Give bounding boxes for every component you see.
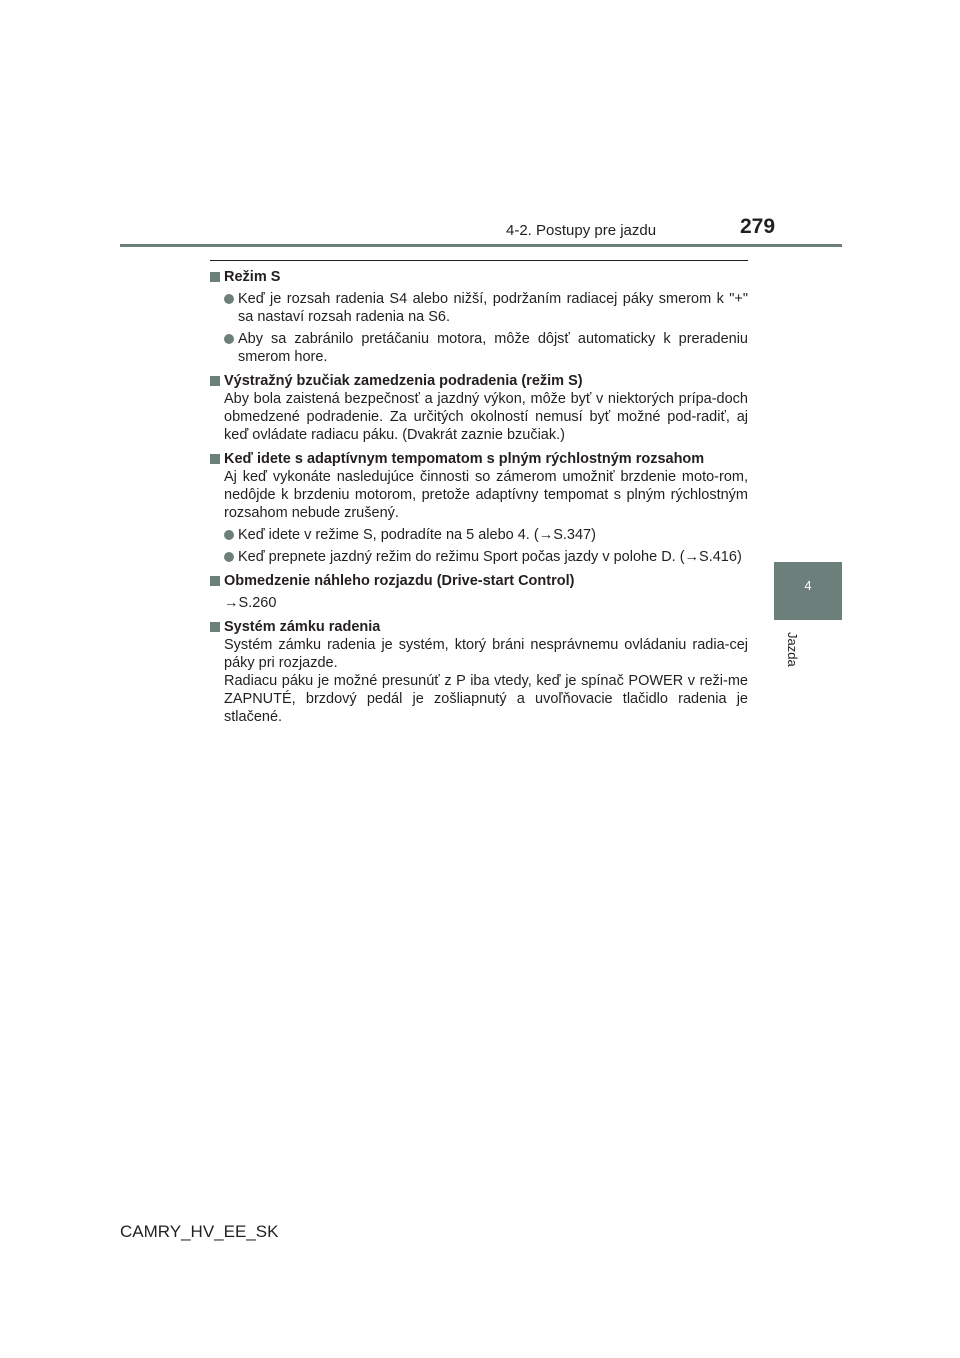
list-item	[210, 526, 748, 544]
paragraph: Aj keď vykonáte nasledujúce činnosti so zámerom umožniť brzdenie moto-rom, nedôjde k brzdeniu motorom, pretože adaptívny tempomat s plným rýchlostným rozsahom nebude zrušený.	[224, 469, 748, 521]
square-bullet-icon	[210, 576, 220, 586]
list-item	[210, 548, 748, 566]
section-rezim-s	[210, 268, 748, 366]
section-title-text: Keď idete s adaptívnym tempomatom s plným rýchlostným rozsahom	[224, 451, 705, 467]
paragraph: Radiacu páku je možné presunúť z P iba vtedy, keď je spínač POWER v reži-me ZAPNUTÉ, brzdový pedál je zošliapnutý a uvoľňovacie tlačidlo radenia je stlačené.	[224, 673, 748, 725]
section-title	[210, 268, 748, 286]
list-item-text: Keď idete v režime S, podradíte na 5 alebo 4. (→S.347)	[238, 527, 596, 543]
header-section-title: 4-2. Postupy pre jazdu	[506, 222, 657, 239]
square-bullet-icon	[210, 622, 220, 632]
dot-bullet-icon	[224, 552, 234, 562]
section-title	[210, 372, 748, 390]
list-item-text: Keď prepnete jazdný režim do režimu Sport počas jazdy v polohe D. (→S.416)	[238, 549, 742, 565]
square-bullet-icon	[210, 376, 220, 386]
list-item-text: Keď je rozsah radenia S4 alebo nižší, podržaním radiacej páky smerom k "+" sa nastaví rozsah radenia na S6.	[238, 291, 748, 325]
section-title-text: Systém zámku radenia	[224, 619, 381, 635]
section-obmedzenie-rozjazdu	[210, 572, 748, 612]
chapter-number: 4	[804, 578, 812, 593]
chapter-label-text: Jazda	[785, 632, 800, 667]
list-item	[210, 290, 748, 326]
section-title-text: Výstražný bzučiak zamedzenia podradenia (režim S)	[224, 373, 583, 389]
list-item	[210, 330, 748, 366]
content-body	[210, 268, 748, 732]
paragraph: Systém zámku radenia je systém, ktorý bráni nesprávnemu ovládaniu radia-cej páky pri rozjazde.	[224, 637, 748, 671]
section-title	[210, 572, 748, 590]
section-title-text: Obmedzenie náhleho rozjazdu (Drive-start Control)	[224, 573, 575, 589]
section-title-text: Režim S	[224, 269, 281, 285]
section-vystrazny-bzuciak	[210, 372, 748, 444]
dot-bullet-icon	[224, 294, 234, 304]
paragraph: Aby bola zaistená bezpečnosť a jazdný výkon, môže byť v niektorých prípa-doch obmedzené podradenie. Za určitých okolností nemusí byť možné pod-radiť, aj keď ovládate radiacu páku. (Dvakrát zaznie bzučiak.)	[224, 391, 748, 443]
chapter-tab	[774, 562, 842, 620]
content-rule	[210, 260, 748, 261]
square-bullet-icon	[210, 454, 220, 464]
page-number: 279	[740, 215, 776, 238]
dot-bullet-icon	[224, 530, 234, 540]
square-bullet-icon	[210, 272, 220, 282]
footer-document-code: CAMRY_HV_EE_SK	[120, 1222, 279, 1241]
section-title	[210, 450, 748, 468]
list-item-text: Aby sa zabránilo pretáčaniu motora, môže dôjsť automaticky k preradeniu smerom hore.	[238, 331, 748, 365]
section-title	[210, 618, 748, 636]
chapter-label	[786, 632, 802, 692]
section-adaptivny-tempomat	[210, 450, 748, 566]
section-zamok-radenia	[210, 618, 748, 726]
header-rule	[120, 244, 842, 247]
dot-bullet-icon	[224, 334, 234, 344]
page-reference-link[interactable]: →S.260	[224, 595, 277, 611]
